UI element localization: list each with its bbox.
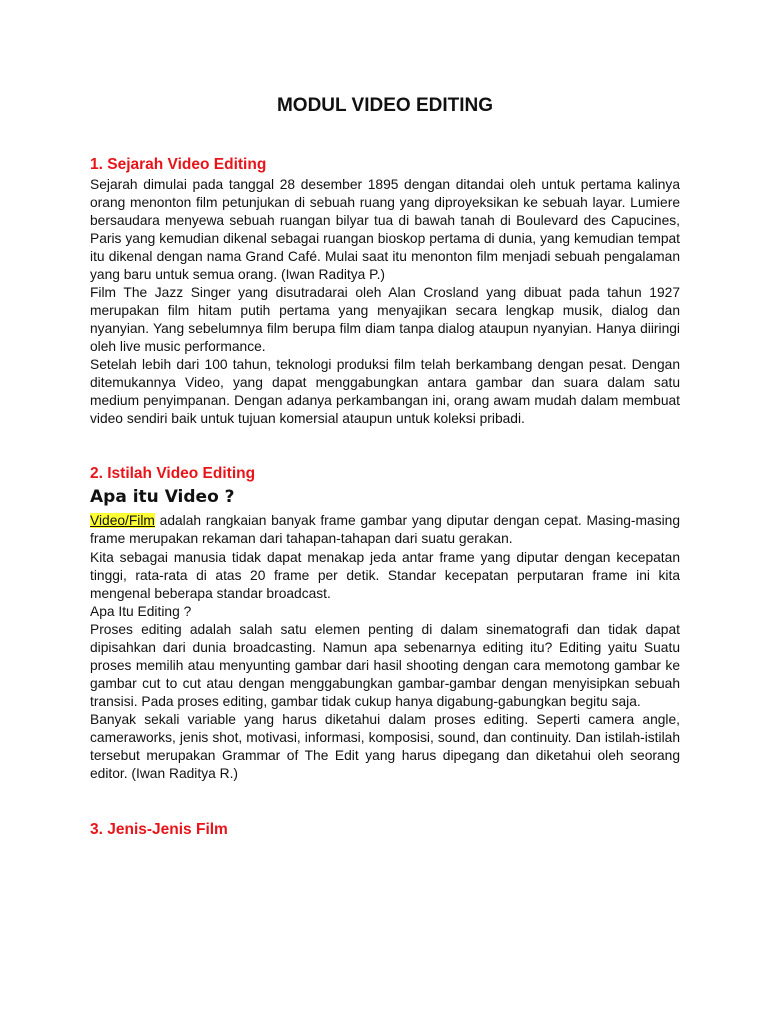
paragraph-variable: Banyak sekali variable yang harus diketahui dalam proses editing. Seperti camera angle, cameraworks, jenis shot, motivasi, informasi, komposisi, sound, dan continuity. Dan istilah-istilah tersebut merupakan Grammar of The Edit yang harus dipegang dan diketahui oleh seorang editor. (Iwan Raditya R.) (90, 712, 680, 781)
paragraph-100-tahun: Setelah lebih dari 100 tahun, teknologi produksi film telah berkambang dengan pesat. Dengan ditemukannya Video, yang dapat menggabungkan antara gambar dan suara dalam satu medium penyimpanan. Dengan adanya perkambangan ini, orang awam mudah dalam membuat video sendiri baik untuk tujuan komersial ataupun untuk koleksi pribadi. (90, 357, 680, 426)
section-heading-jenis-film: 3. Jenis-Jenis Film (90, 821, 228, 838)
paragraph-frame-rate: Kita sebagai manusia tidak dapat menakap jeda antar frame yang diputar dengan kecepatan tinggi, rata-rata di atas 20 frame per detik. Standar kecepatan perputaran frame ini kita mengenal beberapa standar broadcast. (90, 550, 680, 601)
section-heading-istilah: 2. Istilah Video Editing (90, 465, 256, 482)
paragraph-video-film (90, 512, 680, 548)
document-title: MODUL VIDEO EDITING (276, 95, 494, 116)
video-definition-text: adalah rangkaian banyak frame gambar yang diputar dengan cepat. Masing-masing frame merupakan rekaman dari tahapan-tahapan dari suatu gerakan. (90, 513, 680, 546)
highlighted-term-video-film: Video/Film (90, 513, 155, 528)
section-heading-sejarah: 1. Sejarah Video Editing (90, 156, 267, 173)
subheading-apa-itu-video: Apa itu Video ? (90, 487, 235, 507)
paragraph-proses-editing: Proses editing adalah salah satu elemen penting di dalam sinematografi dan tidak dapat dipisahkan dari dunia broadcasting. Namun apa sebenarnya editing itu? Editing yaitu Suatu proses memilih atau menyunting gambar dari hasil shooting dengan cara memotong gambar ke gambar cut to cut atau dengan menggabungkan gambar-gambar dengan menyisipkan sebuah transisi. Pada proses editing, gambar tidak cukup hanya digabung-gabungkan begitu saja. (90, 622, 680, 709)
paragraph-sejarah: Sejarah dimulai pada tanggal 28 desember 1895 dengan ditandai oleh untuk pertama kalinya orang menonton film petunjukan di sebuah ruang yang diproyeksikan ke sebuah layar. Lumiere bersaudara menyewa sebuah ruangan bilyar tua di bawah tanah di Boulevard des Capucines, Paris yang kemudian dikenal sebagai ruangan bioskop pertama di dunia, yang kemudian tempat itu dikenal dengan nama Grand Café. Mulai saat itu menonton film menjadi sebuah pengalaman yang baru untuk semua orang. (Iwan Raditya P.) (90, 177, 680, 282)
question-apa-itu-editing: Apa Itu Editing ? (90, 604, 192, 619)
paragraph-jazz-singer: Film The Jazz Singer yang disutradarai oleh Alan Crosland yang dibuat pada tahun 1927 merupakan film hitam putih pertama yang menyajikan secara lengkap musik, dialog dan nyanyian. Yang sebelumnya film berupa film diam tanpa dialog ataupun nyanyian. Hanya diiringi oleh live music performance. (90, 285, 680, 354)
